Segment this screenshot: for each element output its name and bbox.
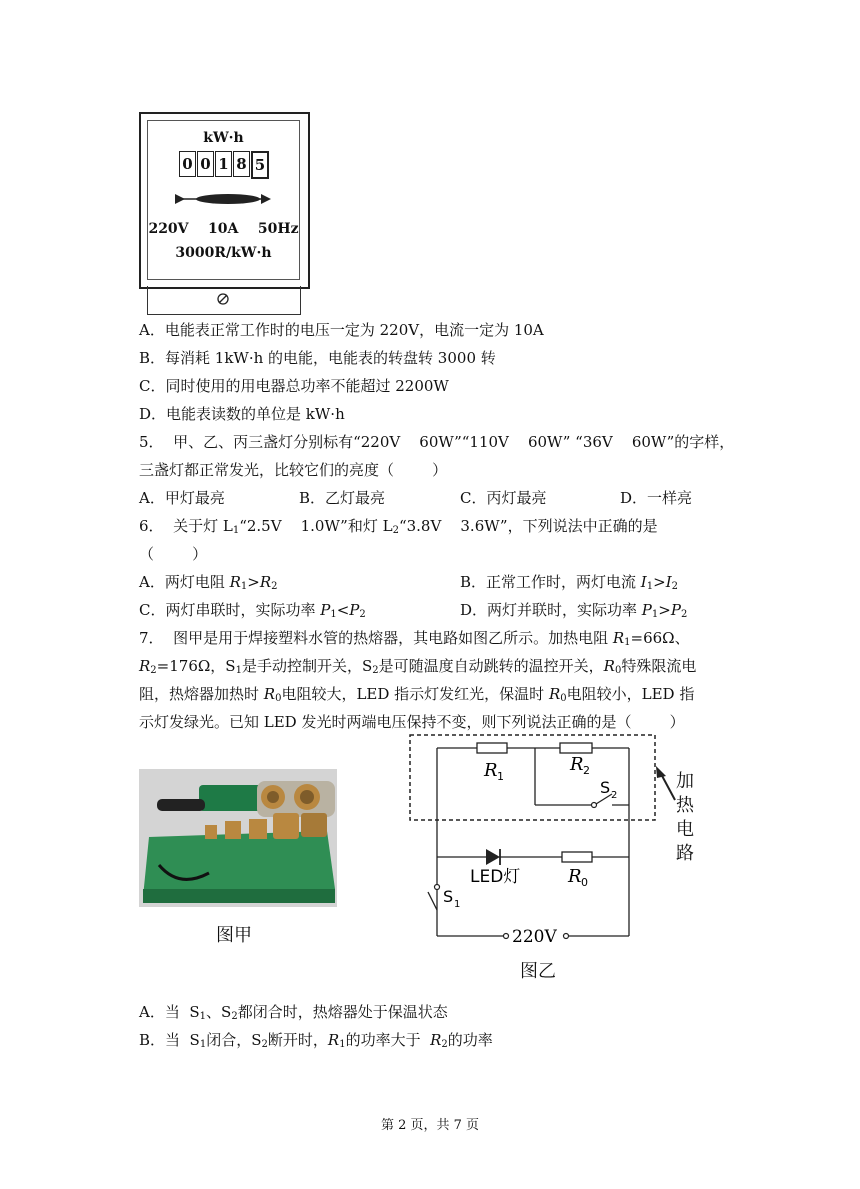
meter-rating: 220V 10A 50Hz xyxy=(148,221,299,237)
resistor-r2 xyxy=(560,743,592,753)
meter-digit: 0 xyxy=(179,151,196,177)
q4-option-b: B．每消耗 1kW·h 的电能，电能表的转盘转 3000 转 xyxy=(139,349,496,367)
welder-illustration xyxy=(139,769,337,907)
q5-option-c: C．丙灯最亮 xyxy=(460,489,547,507)
svg-text:1: 1 xyxy=(497,770,504,783)
q6-option-a: A．两灯电阻 $R_1>R_2$ xyxy=(139,573,278,592)
q6-stem-line1: 6． 关于灯 $L_1“2.5V$ 1.0W”和灯 $L_2“3.8V$ 3.6W”，下列说法中正确的是 xyxy=(139,517,658,536)
figure-a-caption: 图甲 xyxy=(216,925,252,946)
meter-unit: kW·h xyxy=(203,130,244,146)
q5-option-a: A．甲灯最亮 xyxy=(139,489,225,507)
q7-option-a: A．当 $S_1$、$S_2$都闭合时，热熔器处于保温状态 xyxy=(139,1003,448,1022)
switch-s1 xyxy=(428,892,437,910)
resistor-r1 xyxy=(477,743,507,753)
q6-option-d: D．两灯并联时，实际功率 $P_1>P_2$ xyxy=(460,601,688,620)
terminal-screw-icon xyxy=(216,292,230,306)
meter-panel xyxy=(147,120,300,280)
q7-stem-line2: $R_2=176\Omega$，$S_1$是手动控制开关，$S_2$是可随温度自动跳转的温控开关，$R_0$特殊限流电 xyxy=(139,657,697,676)
q5-stem-line2: 三盏灯都正常发光，比较它们的亮度（ ） xyxy=(139,461,448,479)
figure-b-caption: 图乙 xyxy=(520,961,556,982)
heating-circuit-label: 加 热 电 路 xyxy=(676,771,694,864)
electric-meter-figure xyxy=(139,112,310,289)
q4-option-d: D．电能表读数的单位是 kW·h xyxy=(139,405,345,423)
meter-constant: 3000R/kW·h xyxy=(175,245,272,261)
svg-text:R: R xyxy=(570,754,584,775)
meter-digits xyxy=(179,151,269,179)
meter-digit: 8 xyxy=(233,151,250,177)
svg-text:2: 2 xyxy=(611,790,618,801)
meter-digit-decimal: 5 xyxy=(251,151,269,179)
q6-stem-line2: （ ） xyxy=(139,545,208,563)
svg-text:S: S xyxy=(443,887,454,906)
svg-text:R: R xyxy=(484,760,498,781)
meter-digit: 0 xyxy=(197,151,214,177)
circuit-diagram xyxy=(400,730,710,990)
meter-digit: 1 xyxy=(215,151,232,177)
svg-text:220V: 220V xyxy=(512,927,557,947)
page-footer: 第 2 页，共 7 页 xyxy=(380,1118,480,1133)
svg-text:1: 1 xyxy=(454,899,461,910)
turntable-disc-icon xyxy=(173,191,273,207)
svg-text:2: 2 xyxy=(583,764,590,777)
q5-option-d: D．一样亮 xyxy=(620,489,693,507)
svg-text:R: R xyxy=(568,866,582,887)
resistor-r0 xyxy=(562,852,592,862)
q5-option-b: B．乙灯最亮 xyxy=(299,489,386,507)
hot-melt-welder-photo xyxy=(139,769,337,907)
meter-terminal-base xyxy=(147,286,301,315)
q4-option-c: C．同时使用的用电器总功率不能超过 2200W xyxy=(139,377,449,395)
q4-option-a: A．电能表正常工作时的电压一定为 220V，电流一定为 10A xyxy=(139,321,544,339)
q7-stem-line3: 阻，热熔器加热时 $R_0$电阻较大，LED 指示灯发红光，保温时 $R_0$电阻较小，LED 指 xyxy=(139,685,695,704)
q6-option-b: B．正常工作时，两灯电流 $I_1>I_2$ xyxy=(460,573,678,592)
q7-stem-line1: 7． 图甲是用于焊接塑料水管的热熔器，其电路如图乙所示。加热电阻 $R_1=66\Omega$、 xyxy=(139,629,690,648)
svg-text:S: S xyxy=(600,778,611,797)
q7-option-b: B．当 $S_1$闭合，$S_2$断开时，$R_1$的功率大于 $R_2$的功率 xyxy=(139,1031,493,1050)
q7-stem-line4: 示灯发绿光。已知 LED 发光时两端电压保持不变，则下列说法正确的是（ ） xyxy=(139,713,685,731)
led-diode-icon xyxy=(486,849,500,865)
q6-option-c: C．两灯串联时，实际功率 $P_1<P_2$ xyxy=(139,601,366,620)
q5-stem-line1: 5． 甲、乙、丙三盏灯分别标有“220V 60W”“110V 60W” “36V 60W”的字样， xyxy=(139,433,735,451)
svg-text:0: 0 xyxy=(581,876,588,889)
svg-text:LED灯: LED灯 xyxy=(470,867,521,887)
